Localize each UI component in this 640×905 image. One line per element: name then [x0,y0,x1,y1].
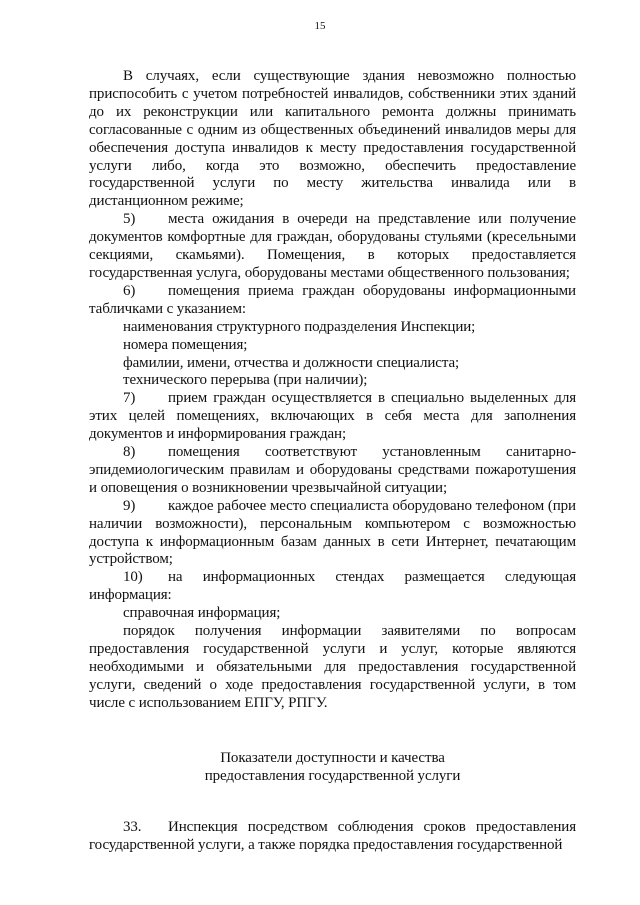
item-text: помещения приема граждан оборудованы информационными табличками с указанием: [89,282,576,317]
list-item: фамилии, имени, отчества и должности специалиста; [123,354,460,371]
item-text: каждое рабочее место специалиста оборудовано телефоном (при наличии возможности), персональным компьютером с возможностью доступа к информационным базам данных в сети Интернет, печатающим устройством; [89,497,576,568]
document-body [89,68,576,854]
paragraph-item-10 [89,569,576,605]
item-number: 6) [123,282,136,299]
paragraph-item-6 [89,283,576,319]
item-number: 5) [123,211,136,228]
list-item: справочная информация; [123,605,281,622]
list-item: наименования структурного подразделения Инспекции; [123,318,476,335]
item-number: 33. [123,818,142,835]
paragraph-item-7 [89,390,576,444]
item-text: помещения соответствуют установленным санитарно-эпидемиологическим правилам и оборудованы средствами пожаротушения и оповещения о возникновении чрезвычайной ситуации; [89,444,576,496]
page-number: 15 [314,20,326,32]
section-heading-line: предоставления государственной услуги [204,767,461,784]
item-number: 10) [123,569,143,586]
item-text: прием граждан осуществляется в специально выделенных для этих целей помещениях, включающих в себя места для заполнения документов и информирования граждан; [89,390,576,443]
item-text: Инспекция посредством соблюдения сроков предоставления государственной услуги, а также порядка предоставления государственной [89,818,576,853]
item-text: на информационных стендах размещается следующая информация: [89,569,576,604]
list-item: номера помещения; [123,336,248,353]
paragraph-item-5 [89,211,576,283]
item-number: 7) [123,390,136,407]
item-number: 8) [123,444,136,461]
paragraph-item-9 [89,498,576,570]
item-text: места ожидания в очереди на представление или получение документов комфортные для граждан, оборудованы стульями (кресельными секциями, скамьями). Помещения, в которых предоставляется государственная услуга, оборудованы местами общественного пользования; [89,211,576,281]
paragraph-intro: В случаях, если существующие здания невозможно полностью приспособить с учетом потребностей инвалидов, собственники этих зданий до их реконструкции или капитального ремонта должны принимать согласованные с одним из общественных объединений инвалидов меры для обеспечения доступа инвалидов к месту предоставления государственной услуги либо, когда это возможно, обеспечить предоставление государственной услуги по месту жительства инвалида или в дистанционном режиме; [89,68,576,210]
paragraph-item-33 [89,819,576,855]
paragraph-item-8 [89,444,576,498]
item-number: 9) [123,497,136,514]
list-item: технического перерыва (при наличии); [123,372,368,389]
section-heading [89,749,576,785]
list-item: порядок получения информации заявителями по вопросам предоставления государственной услуги и услуг, которые являются необходимыми и обязательными для предоставления государственной услуги, сведений о ходе предоставления государственной услуги, в том числе с использованием ЕПГУ, РПГУ. [89,623,576,711]
section-heading-line: Показатели доступности и качества [220,749,445,766]
